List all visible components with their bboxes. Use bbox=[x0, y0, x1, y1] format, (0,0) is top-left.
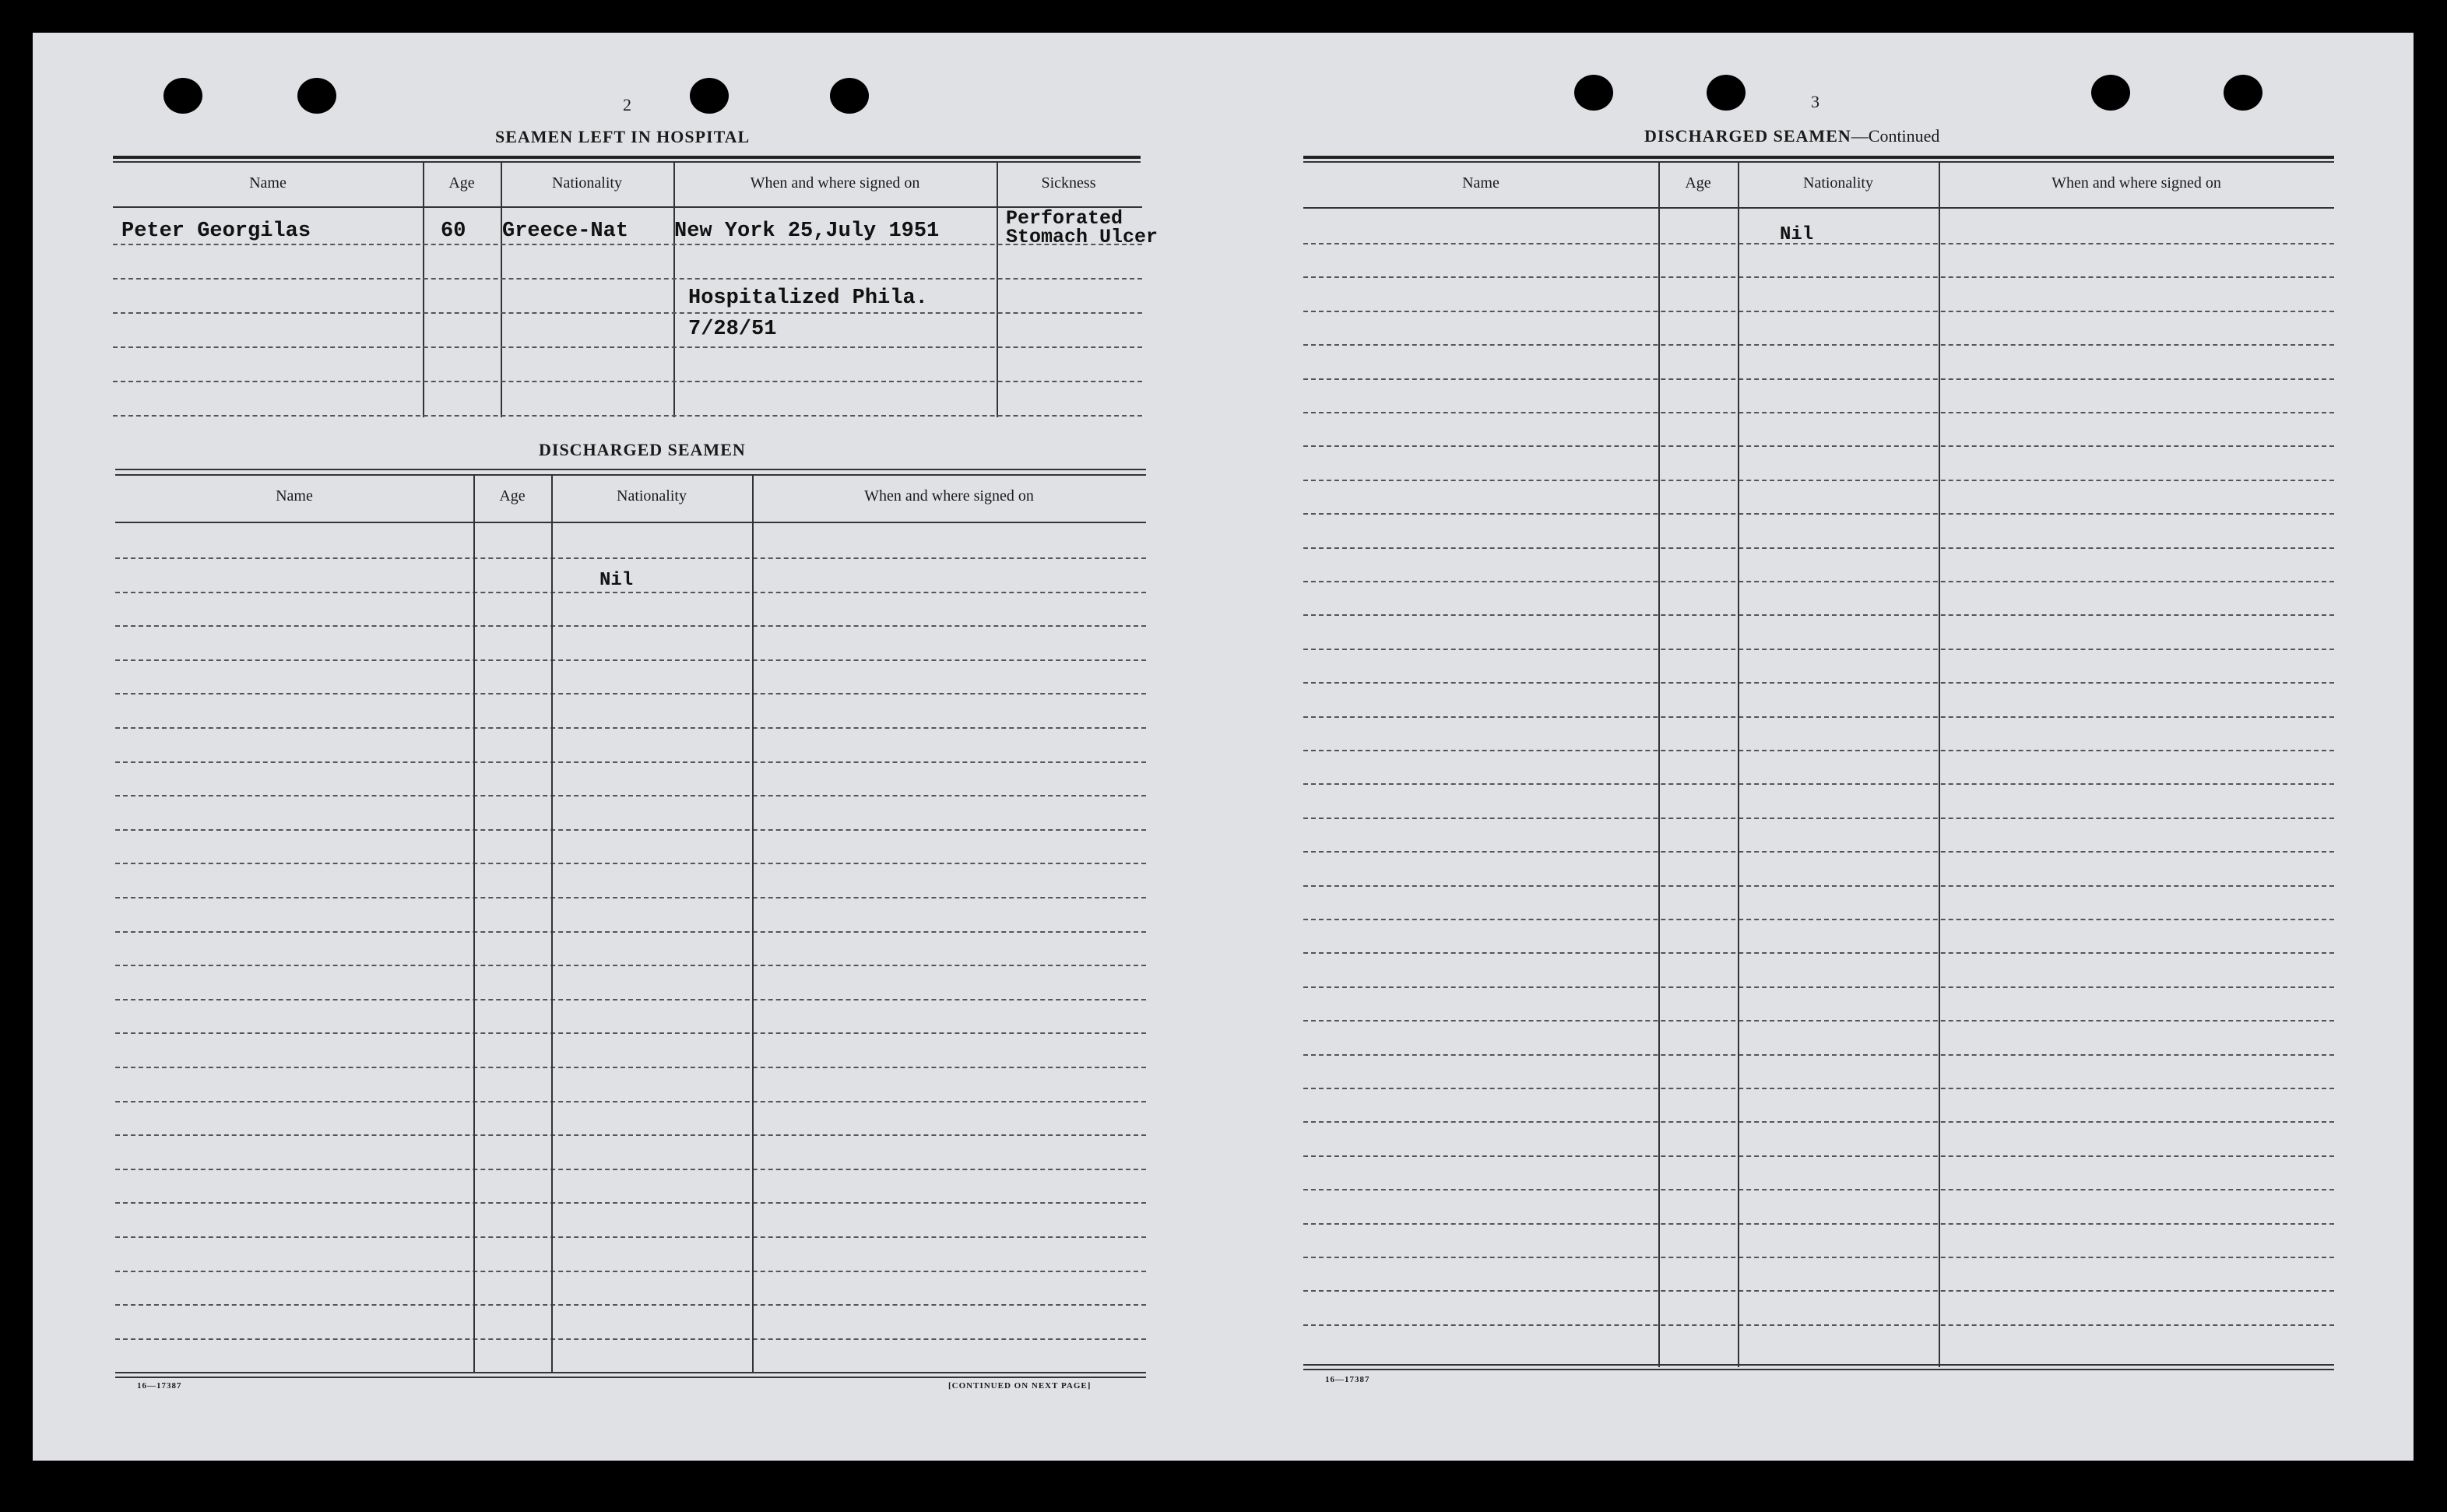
ruled-line bbox=[115, 1032, 1146, 1034]
ruled-line bbox=[1303, 243, 2334, 244]
punch-hole bbox=[2091, 75, 2130, 111]
punch-hole bbox=[830, 78, 869, 114]
ruled-line bbox=[1303, 378, 2334, 380]
page-number: 3 bbox=[1811, 92, 1819, 111]
ruled-line bbox=[1303, 276, 2334, 278]
ruled-line bbox=[115, 1338, 1146, 1340]
ruled-line bbox=[115, 727, 1146, 729]
ruled-line bbox=[1303, 547, 2334, 549]
header-age: Age bbox=[499, 487, 526, 505]
ruled-line bbox=[1303, 1290, 2334, 1292]
punch-hole bbox=[163, 78, 202, 114]
ruled-line bbox=[113, 346, 1142, 348]
ruled-line bbox=[113, 381, 1142, 382]
form-number: 16—17387 bbox=[137, 1381, 182, 1391]
header-rule bbox=[115, 522, 1146, 523]
ruled-line bbox=[1303, 818, 2334, 819]
table-top-rule bbox=[115, 474, 1146, 476]
discharged-continued-title bbox=[1644, 126, 1939, 146]
ruled-line bbox=[1303, 1088, 2334, 1089]
ruled-line bbox=[115, 965, 1146, 966]
ruled-line bbox=[1303, 1189, 2334, 1190]
column-divider bbox=[551, 475, 553, 1372]
hospitalized-note: Hospitalized Phila. bbox=[688, 287, 928, 310]
ruled-line bbox=[1303, 851, 2334, 853]
ruled-line bbox=[115, 693, 1146, 694]
ruled-line bbox=[115, 931, 1146, 933]
sickness-line: Perforated bbox=[1006, 207, 1123, 230]
header-signed-on: When and where signed on bbox=[750, 174, 920, 192]
ruled-line bbox=[115, 557, 1146, 559]
header-sickness: Sickness bbox=[1041, 174, 1096, 192]
ruled-line bbox=[115, 592, 1146, 593]
table-top-rule bbox=[113, 161, 1141, 163]
header-nationality: Nationality bbox=[617, 487, 687, 505]
table-bottom-rule bbox=[115, 1377, 1146, 1378]
ruled-line bbox=[1303, 1054, 2334, 1056]
seaman-signed-on: New York 25,July 1951 bbox=[674, 220, 940, 243]
ruled-line bbox=[1303, 885, 2334, 887]
ruled-line bbox=[115, 1304, 1146, 1306]
ruled-line bbox=[1303, 682, 2334, 684]
ruled-line bbox=[1303, 1324, 2334, 1326]
header-rule bbox=[1303, 207, 2334, 209]
ruled-line bbox=[115, 1067, 1146, 1068]
column-divider bbox=[1738, 162, 1739, 1367]
header-name: Name bbox=[1462, 174, 1499, 192]
column-divider bbox=[501, 162, 502, 417]
ruled-line bbox=[115, 795, 1146, 796]
seaman-nationality: Greece-Nat bbox=[502, 220, 629, 243]
ruled-line bbox=[115, 625, 1146, 627]
ruled-line bbox=[113, 244, 1142, 245]
ruled-line bbox=[1303, 1155, 2334, 1157]
table-top-rule bbox=[1303, 156, 2334, 159]
discharged-entry: Nil bbox=[599, 570, 634, 591]
ruled-line bbox=[113, 415, 1142, 417]
ruled-line bbox=[1303, 1020, 2334, 1021]
ruled-line bbox=[113, 278, 1142, 280]
ruled-line bbox=[115, 659, 1146, 661]
ruled-line bbox=[1303, 311, 2334, 312]
ruled-line bbox=[1303, 581, 2334, 582]
ruled-line bbox=[1303, 1223, 2334, 1225]
ruled-line bbox=[1303, 952, 2334, 954]
ruled-line bbox=[1303, 649, 2334, 650]
ruled-line bbox=[115, 999, 1146, 1000]
page-number: 2 bbox=[623, 95, 631, 114]
title-continued: —Continued bbox=[1851, 126, 1940, 146]
title-main: DISCHARGED SEAMEN bbox=[1644, 126, 1851, 146]
table-bottom-rule bbox=[1303, 1369, 2334, 1370]
ruled-line bbox=[1303, 513, 2334, 515]
column-divider bbox=[423, 162, 424, 417]
header-signed-on: When and where signed on bbox=[864, 487, 1034, 505]
header-signed-on: When and where signed on bbox=[2051, 174, 2221, 192]
header-nationality: Nationality bbox=[552, 174, 622, 192]
ruled-line bbox=[1303, 986, 2334, 988]
punch-hole bbox=[690, 78, 729, 114]
ruled-line bbox=[1303, 716, 2334, 718]
ruled-line bbox=[1303, 344, 2334, 346]
ruled-line bbox=[1303, 919, 2334, 920]
ruled-line bbox=[115, 829, 1146, 831]
ruled-line bbox=[1303, 412, 2334, 413]
ruled-line bbox=[115, 1202, 1146, 1204]
ruled-line bbox=[115, 761, 1146, 763]
ruled-line bbox=[115, 1101, 1146, 1102]
ruled-line bbox=[115, 1236, 1146, 1238]
table-bottom-rule bbox=[115, 1372, 1146, 1373]
ruled-line bbox=[115, 1169, 1146, 1170]
punch-hole bbox=[1707, 75, 1746, 111]
seaman-name: Peter Georgilas bbox=[121, 220, 311, 243]
ruled-line bbox=[1303, 1257, 2334, 1258]
header-rule bbox=[113, 206, 1142, 208]
column-divider bbox=[1939, 162, 1940, 1367]
table-top-rule bbox=[113, 156, 1141, 159]
hospitalized-date: 7/28/51 bbox=[688, 318, 777, 341]
ruled-line bbox=[1303, 1121, 2334, 1123]
sickness-line: Stomach Ulcer bbox=[1006, 226, 1158, 248]
seaman-age: 60 bbox=[441, 220, 466, 243]
ruled-line bbox=[1303, 614, 2334, 616]
table-bottom-rule bbox=[1303, 1364, 2334, 1366]
header-name: Name bbox=[276, 487, 313, 505]
ruled-line bbox=[113, 312, 1142, 314]
header-age: Age bbox=[1685, 174, 1711, 192]
ruled-line bbox=[115, 1271, 1146, 1272]
column-divider bbox=[997, 162, 998, 417]
form-number: 16—17387 bbox=[1325, 1375, 1370, 1384]
ruled-line bbox=[115, 897, 1146, 898]
header-name: Name bbox=[249, 174, 287, 192]
ruled-line bbox=[1303, 750, 2334, 751]
ruled-line bbox=[1303, 445, 2334, 447]
ruled-line bbox=[1303, 480, 2334, 481]
table-top-rule bbox=[1303, 161, 2334, 163]
ruled-line bbox=[115, 863, 1146, 864]
continued-note: [CONTINUED ON NEXT PAGE] bbox=[948, 1381, 1092, 1391]
discharged-section-title: DISCHARGED SEAMEN bbox=[539, 440, 746, 459]
ruled-line bbox=[1303, 783, 2334, 785]
header-nationality: Nationality bbox=[1803, 174, 1873, 192]
punch-hole bbox=[297, 78, 336, 114]
column-divider bbox=[673, 162, 675, 417]
column-divider bbox=[1658, 162, 1660, 1367]
header-age: Age bbox=[448, 174, 475, 192]
document-sheet bbox=[33, 33, 2414, 1461]
column-divider bbox=[752, 475, 754, 1372]
punch-hole bbox=[1574, 75, 1613, 111]
discharged-entry: Nil bbox=[1780, 224, 1814, 245]
column-divider bbox=[473, 475, 475, 1372]
hospital-section-title: SEAMEN LEFT IN HOSPITAL bbox=[495, 127, 751, 146]
table-top-rule bbox=[115, 469, 1146, 470]
punch-hole bbox=[2224, 75, 2262, 111]
ruled-line bbox=[115, 1134, 1146, 1136]
